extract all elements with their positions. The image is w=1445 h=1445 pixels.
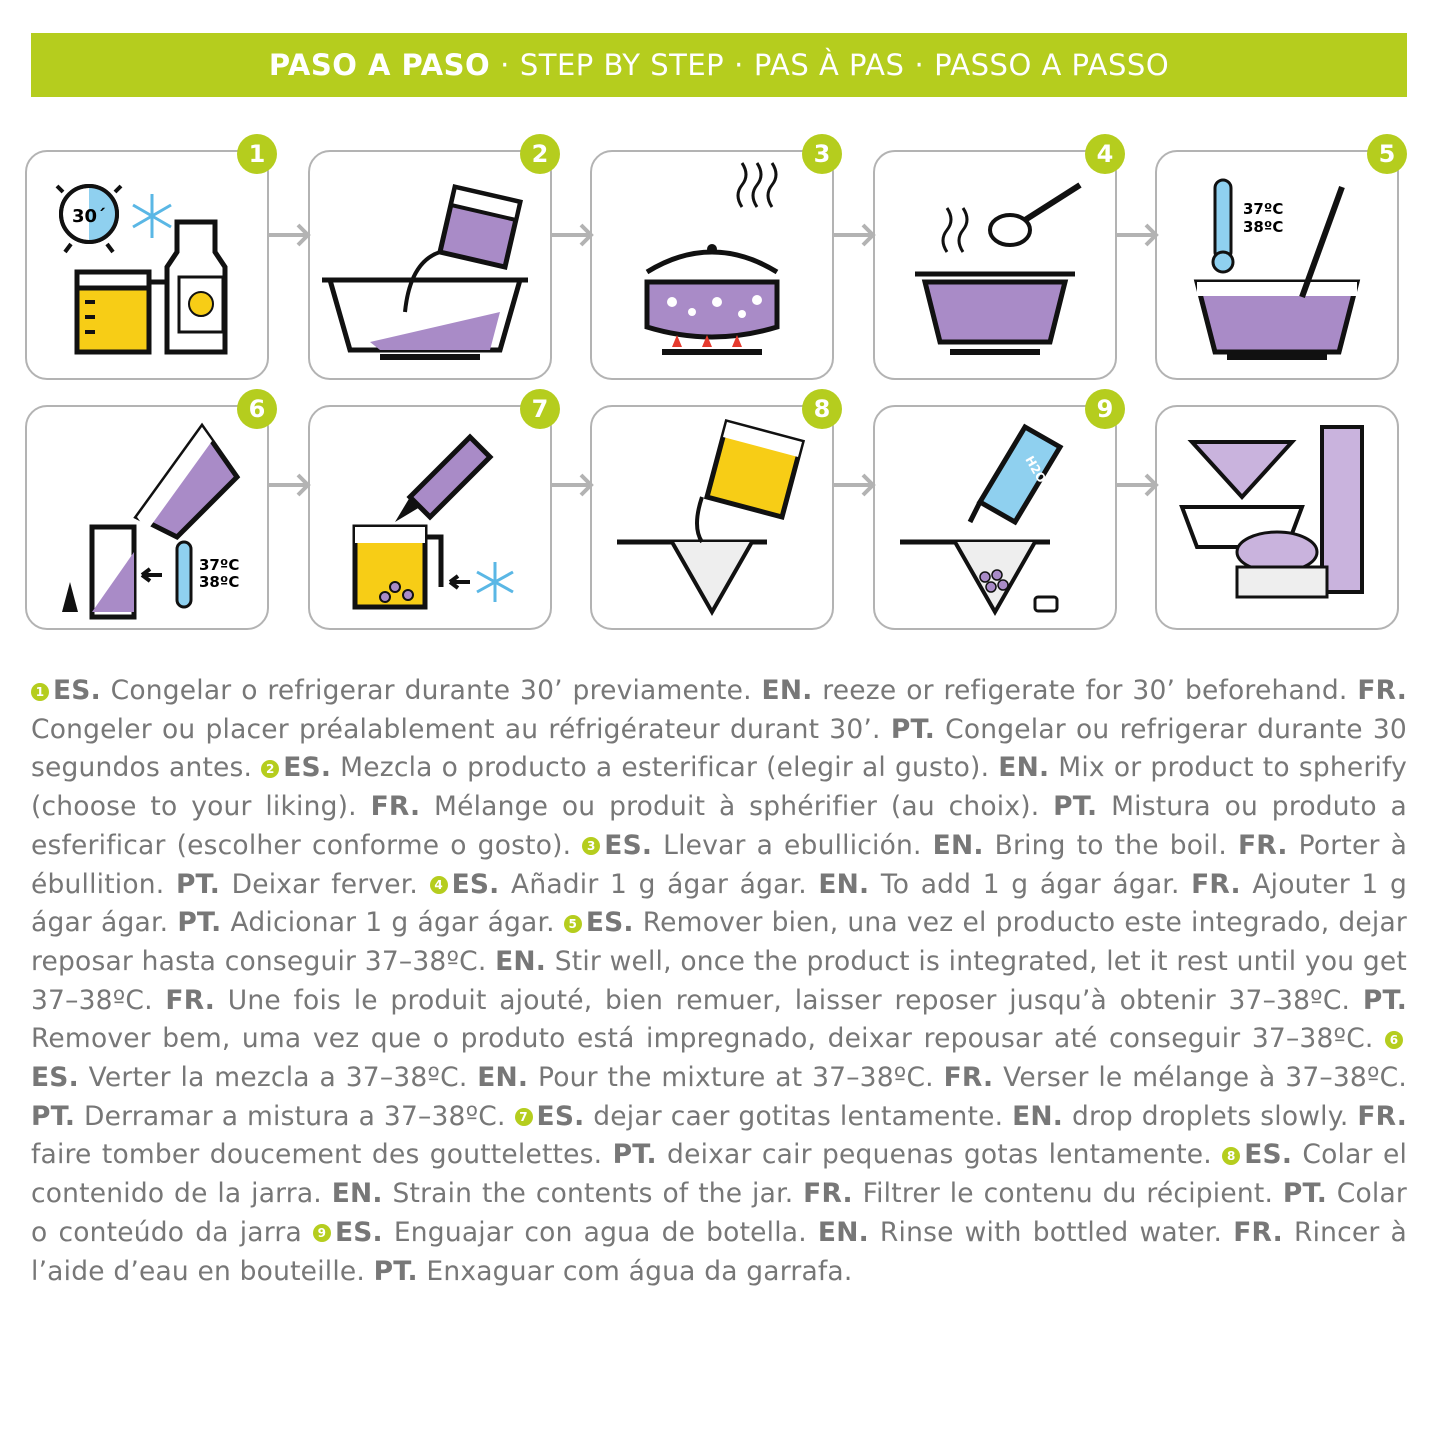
instruction-text: Une fois le produit ajouté, bien remuer, laisser reposer jusqu’à obtenir 37–38ºC. <box>215 984 1363 1016</box>
arrow-icon <box>266 470 316 500</box>
step-8-badge: 8 <box>802 389 842 429</box>
step-4-panel <box>873 140 1117 380</box>
step-1-panel <box>25 140 269 380</box>
temp-label-38-b: 38ºC <box>199 573 240 591</box>
language-code: ES. <box>451 868 500 900</box>
instruction-text: Remover bien, una vez el producto este integrado, dejar reposar hasta conseguir 37–38ºC. <box>31 907 1407 977</box>
arrow-icon <box>266 220 316 250</box>
step-7-panel <box>308 395 552 630</box>
instruction-text: Verter la mezcla a 37–38ºC. <box>78 1062 478 1094</box>
instruction-text: Bring to the boil. <box>983 829 1238 861</box>
freeze-bottle-illustration <box>27 152 271 382</box>
language-code: EN. <box>932 829 984 861</box>
step-9-badge: 9 <box>1085 389 1125 429</box>
language-code: EN. <box>331 1178 383 1210</box>
language-code: FR. <box>370 791 421 823</box>
instruction-text: dejar caer gotitas lentamente. <box>584 1100 1013 1132</box>
step-3-badge: 3 <box>802 134 842 174</box>
language-code: FR. <box>165 984 216 1016</box>
instruction-text: Congeler ou placer préalablement au réfrigérateur durant 30’. <box>31 713 891 745</box>
banner-title-en: STEP BY STEP <box>519 48 725 82</box>
instruction-text: Porter à ébullition. <box>31 829 1408 900</box>
step-number-dot: 1 <box>31 683 49 701</box>
boil-pot-illustration <box>592 152 836 382</box>
temp-label-37: 37ºC <box>1243 200 1284 218</box>
language-code: PT. <box>612 1139 657 1171</box>
instruction-text: Enxaguar com água da garrafa. <box>417 1255 853 1287</box>
arrow-icon <box>831 220 881 250</box>
temp-label-37-b: 37ºC <box>199 556 240 574</box>
bottle-label: H2O <box>1022 453 1049 486</box>
language-code: EN. <box>761 675 813 706</box>
language-code: ES. <box>585 907 634 939</box>
instruction-text: Verser le mélange à 37–38ºC. <box>993 1062 1407 1094</box>
arrow-icon <box>549 220 599 250</box>
step-number-dot: 8 <box>1222 1147 1240 1165</box>
language-code: ES. <box>334 1216 383 1248</box>
language-code: EN. <box>817 1216 869 1248</box>
instruction-text: drop droplets slowly. <box>1063 1100 1358 1132</box>
final-serving-panel <box>1155 405 1399 630</box>
timer-label: 30´ <box>71 206 107 227</box>
step-3-panel <box>590 140 834 380</box>
instruction-text: Congelar ou refrigerar durante 30 segundos antes. <box>31 713 1407 784</box>
step-number-dot: 5 <box>564 915 582 933</box>
language-code: FR. <box>943 1062 994 1094</box>
language-code: EN. <box>1012 1100 1064 1132</box>
step-number-dot: 3 <box>582 837 600 855</box>
instruction-text: Colar o conteúdo da jarra <box>31 1178 1408 1248</box>
instruction-text: Deixar ferver. <box>220 868 430 900</box>
instruction-text: Strain the contents of the jar. <box>382 1178 804 1210</box>
step-number-dot: 9 <box>313 1224 331 1242</box>
step-2-panel <box>308 140 552 380</box>
instruction-text: Filtrer le contenu du récipient. <box>852 1178 1283 1210</box>
step-number-dot: 2 <box>261 760 279 778</box>
language-code: ES. <box>536 1100 585 1132</box>
instruction-text: Adicionar 1 g ágar ágar. <box>221 907 564 939</box>
language-code: EN. <box>818 868 870 900</box>
step-number-dot: 7 <box>515 1108 533 1126</box>
pour-into-pot-illustration <box>310 152 554 382</box>
instruction-text: Mistura ou produto a esferificar (escolher conforme o gosto). <box>31 791 1407 861</box>
instruction-text: reeze or refigerate for 30’ beforehand. <box>812 675 1358 706</box>
instruction-text: Ajouter 1 g ágar ágar. <box>31 868 1407 939</box>
instruction-text: Mezcla o producto a esterificar (elegir al gusto). <box>331 752 999 784</box>
language-code: ES. <box>283 752 332 784</box>
language-code: FR. <box>1191 868 1241 900</box>
step-6-panel <box>25 395 269 630</box>
instruction-text: Stir well, once the product is integrated, let it rest until you get 37–38ºC. <box>31 945 1407 1016</box>
instruction-text: faire tomber doucement des gouttelettes. <box>31 1139 613 1171</box>
pour-into-bottle-illustration <box>27 407 271 632</box>
language-code: ES. <box>1244 1139 1293 1171</box>
language-code: ES. <box>31 1062 79 1094</box>
language-code: PT. <box>1282 1178 1328 1210</box>
language-code: PT. <box>890 713 935 745</box>
language-code: FR. <box>803 1178 853 1210</box>
arrow-icon <box>831 470 881 500</box>
temp-label-38: 38ºC <box>1243 218 1284 236</box>
serving-illustration <box>1157 407 1401 632</box>
instruction-text: Añadir 1 g ágar ágar. <box>499 868 819 900</box>
arrow-icon <box>1114 220 1164 250</box>
instruction-text: Rinse with bottled water. <box>868 1216 1234 1248</box>
language-code: ES. <box>604 829 653 861</box>
arrow-icon <box>1114 470 1164 500</box>
stir-cool-illustration <box>1157 152 1401 382</box>
language-code: PT. <box>373 1255 418 1287</box>
drop-droplets-illustration <box>310 407 554 632</box>
instruction-text: Pour the mixture at 37–38ºC. <box>528 1062 944 1094</box>
snowflake-icon-2 <box>477 562 513 602</box>
language-code: FR. <box>1233 1216 1283 1248</box>
instruction-text: Mix or product to spherify (choose to your liking). <box>31 752 1407 823</box>
step-5-panel <box>1155 140 1399 380</box>
step-8-panel <box>590 395 834 630</box>
instruction-text: Derramar a mistura a 37–38ºC. <box>75 1100 515 1132</box>
strain-illustration <box>592 407 836 632</box>
language-code: FR. <box>1237 829 1288 861</box>
language-code: FR. <box>1357 1100 1407 1132</box>
language-code: PT. <box>31 1100 76 1132</box>
rinse-illustration <box>875 407 1119 632</box>
instruction-text: Rincer à l’aide d’eau en bouteille. <box>31 1216 1407 1287</box>
arrow-icon <box>549 470 599 500</box>
instructions-text <box>31 672 1407 1291</box>
step-4-badge: 4 <box>1085 134 1125 174</box>
language-code: EN. <box>495 945 547 977</box>
banner-title-fr: PAS À PAS <box>753 48 905 82</box>
instruction-text: Llevar a ebullición. <box>652 829 933 861</box>
instruction-text: Enguajar con agua de botella. <box>382 1216 818 1248</box>
step-9-panel <box>873 395 1117 630</box>
step-2-badge: 2 <box>520 134 560 174</box>
step-5-badge: 5 <box>1367 134 1407 174</box>
step-number-dot: 4 <box>430 876 448 894</box>
instruction-text: To add 1 g ágar ágar. <box>869 868 1192 900</box>
language-code: PT. <box>1053 791 1098 823</box>
step-number-dot: 6 <box>1385 1031 1403 1049</box>
banner-title-pt: PASSO A PASSO <box>934 48 1170 82</box>
step-6-badge: 6 <box>237 389 277 429</box>
steps-grid <box>0 0 1445 640</box>
language-code: PT. <box>175 868 221 900</box>
language-code: ES. <box>53 675 101 706</box>
instruction-text: Congelar o refrigerar durante 30’ previamente. <box>100 675 762 706</box>
step-by-step-banner: PASO A PASO · STEP BY STEP · PAS À PAS · PASSO A PASSO <box>31 33 1407 97</box>
instruction-text: Remover bem, uma vez que o produto está impregnado, deixar repousar até conseguir 37–38ºC. <box>31 1023 1385 1055</box>
language-code: EN. <box>998 752 1050 784</box>
language-code: PT. <box>1362 984 1408 1016</box>
instruction-text: Colar el contenido de la jarra. <box>31 1139 1408 1210</box>
step-7-badge: 7 <box>520 389 560 429</box>
language-code: PT. <box>177 907 222 939</box>
language-code: EN. <box>477 1062 529 1094</box>
instruction-text: Mélange ou produit à sphérifier (au choix). <box>420 791 1054 823</box>
banner-title-main: PASO A PASO <box>268 48 491 82</box>
add-agar-illustration <box>875 152 1119 382</box>
step-1-badge: 1 <box>237 134 277 174</box>
snowflake-icon <box>133 194 171 238</box>
instruction-text: deixar cair pequenas gotas lentamente. <box>656 1139 1223 1171</box>
language-code: FR. <box>1357 675 1407 706</box>
